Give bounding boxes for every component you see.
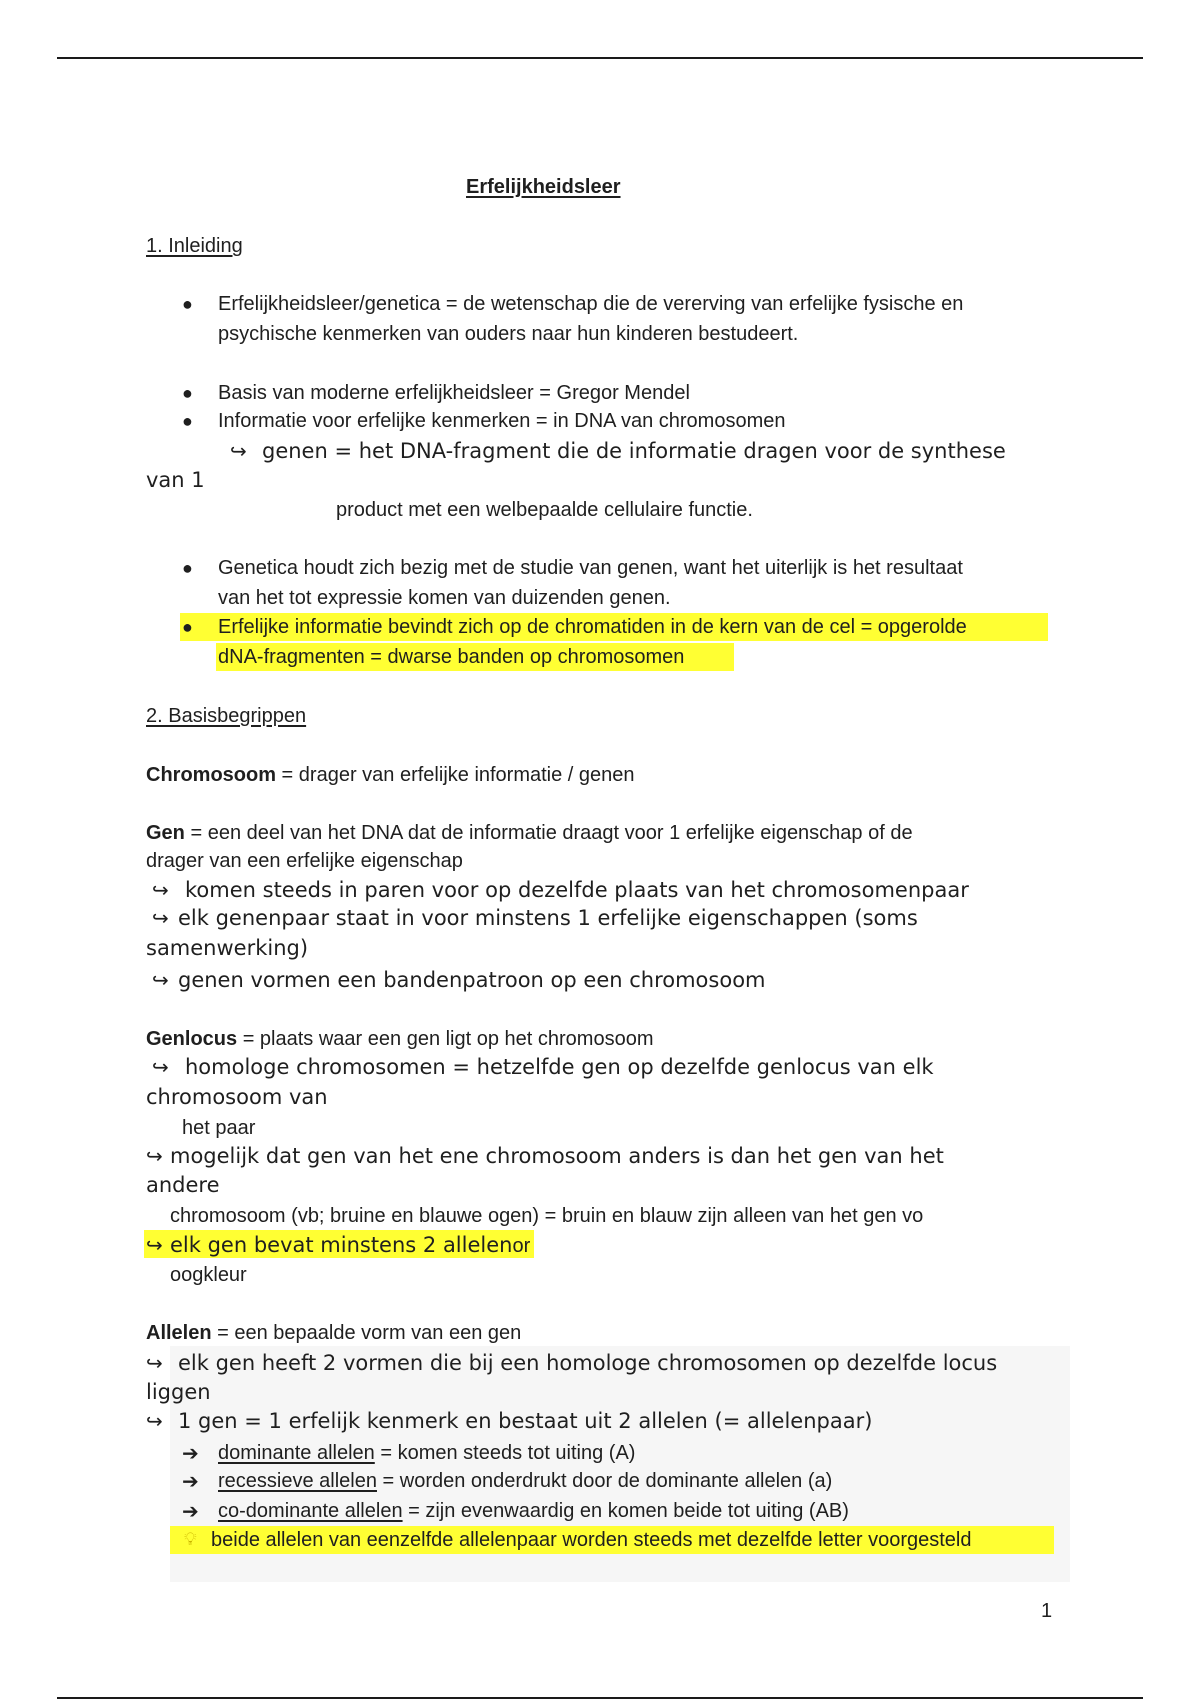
bullet-icon: ●	[182, 383, 193, 403]
section-heading-inleiding: 1. Inleiding	[146, 235, 243, 257]
allele-type-dominant	[218, 1440, 635, 1466]
allele-type-recessive	[218, 1468, 832, 1494]
def-chromosoom: = drager van erfelijke informatie / genen	[276, 764, 635, 786]
intro-bullet-4-line-1: Genetica houdt zich bezig met de studie van genen, want het uiterlijk is het resultaat	[218, 557, 963, 579]
definition-allelen	[146, 1320, 521, 1346]
allelen-note-1-cont: liggen	[146, 1380, 211, 1404]
arrow-icon: ➔	[182, 1469, 199, 1493]
intro-bullet-4-line-2: van het tot expressie komen van duizenden genen.	[218, 587, 671, 609]
term-gen: Gen	[146, 822, 185, 844]
definition-chromosoom	[146, 762, 635, 788]
gen-note-3: genen vormen een bandenpatroon op een chromosoom	[178, 968, 766, 992]
tip-text: beide allelen van eenzelfde allelenpaar worden steeds met dezelfde letter voorgesteld	[211, 1529, 972, 1551]
term-chromosoom: Chromosoom	[146, 764, 276, 786]
top-rule	[57, 57, 1143, 59]
bottom-rule	[57, 1697, 1143, 1699]
genlocus-note-1-cont-2: het paar	[182, 1117, 256, 1139]
section-heading-basisbegrippen: 2. Basisbegrippen	[146, 705, 307, 727]
gen-note-1: komen steeds in paren voor op dezelfde plaats van het chromosomenpaar	[185, 878, 969, 902]
def-dominant: = komen steeds tot uiting (A)	[374, 1442, 636, 1464]
def-gen-line-2: drager van een erfelijke eigenschap	[146, 850, 463, 872]
intro-bullet-5-line-1: Erfelijke informatie bevindt zich op de chromatiden in de kern van de cel = opgerolde	[218, 616, 967, 638]
hook-arrow-icon: ↪	[152, 906, 169, 930]
intro-bullet-1-line-2: psychische kenmerken van ouders naar hun kinderen bestudeert.	[218, 323, 799, 345]
hook-arrow-icon: ↪	[146, 1144, 163, 1168]
allelen-note-1: elk gen heeft 2 vormen die bij een homologe chromosomen op dezelfde locus	[178, 1351, 998, 1375]
def-genlocus: = plaats waar een gen ligt op het chromosoom	[237, 1028, 654, 1050]
def-allelen: = een bepaalde vorm van een gen	[211, 1322, 522, 1344]
term-genlocus: Genlocus	[146, 1028, 238, 1050]
genlocus-note-1: homologe chromosomen = hetzelfde gen op dezelfde genlocus van elk	[185, 1055, 934, 1079]
def-recessive: = worden onderdrukt door de dominante allelen (a)	[376, 1470, 833, 1492]
def-gen-line-1: = een deel van het DNA dat de informatie draagt voor 1 erfelijke eigenschap of de	[184, 822, 913, 844]
genlocus-note-3-text: elk gen bevat minstens 2 allelen	[170, 1233, 513, 1257]
genlocus-note-2: mogelijk dat gen van het ene chromosoom anders is dan het gen van het	[170, 1144, 944, 1168]
def-codominant: = zijn evenwaardig en komen beide tot uiting (AB)	[402, 1500, 849, 1522]
hook-arrow-icon: ↪	[146, 1351, 163, 1375]
intro-bullet-3: Informatie voor erfelijke kenmerken = in DNA van chromosomen	[218, 410, 786, 432]
arrow-icon: ➔	[182, 1499, 199, 1523]
intro-bullet-5-line-2: dNA-fragmenten = dwarse banden op chromosomen	[218, 646, 685, 668]
genlocus-note-3-cont: oogkleur	[170, 1264, 247, 1286]
term-dominant: dominante allelen	[218, 1442, 375, 1464]
page-number: 1	[1041, 1600, 1053, 1622]
hook-arrow-icon: ↪	[152, 1055, 169, 1079]
hook-arrow-icon: ↪	[152, 968, 169, 992]
intro-sub-line-2: van 1	[146, 468, 205, 492]
intro-bullet-2: Basis van moderne erfelijkheidsleer = Gregor Mendel	[218, 382, 690, 404]
allele-type-codominant	[218, 1498, 849, 1524]
gen-note-2-cont: samenwerking)	[146, 936, 309, 960]
hook-arrow-icon: ↪	[146, 1233, 163, 1257]
page-title: Erfelijkheidsleer	[466, 176, 621, 198]
term-allelen: Allelen	[146, 1322, 212, 1344]
arrow-icon: ➔	[182, 1441, 199, 1465]
lightbulb-icon: 💡︎	[184, 1529, 197, 1550]
term-recessive: recessieve allelen	[218, 1470, 377, 1492]
bullet-icon: ●	[182, 558, 193, 578]
definition-genlocus	[146, 1026, 654, 1052]
genlocus-note-2-cont-2: chromosoom (vb; bruine en blauwe ogen) = bruin en blauw zijn alleen van het gen vo	[170, 1205, 924, 1227]
genlocus-note-3-tail: or	[512, 1235, 531, 1257]
hook-arrow-icon: ↪	[152, 878, 169, 902]
bullet-icon: ●	[182, 294, 193, 314]
genlocus-note-3	[170, 1232, 530, 1259]
genlocus-note-1-cont: chromosoom van	[146, 1085, 328, 1109]
hook-arrow-icon: ↪	[230, 439, 247, 463]
bullet-icon: ●	[182, 411, 193, 431]
definition-gen	[146, 820, 913, 846]
bullet-icon: ●	[182, 617, 193, 637]
intro-sub-line-1: genen = het DNA-fragment die de informatie dragen voor de synthese	[262, 439, 1006, 463]
hook-arrow-icon: ↪	[146, 1409, 163, 1433]
intro-bullet-1-line-1: Erfelijkheidsleer/genetica = de wetenschap die de vererving van erfelijke fysische en	[218, 293, 964, 315]
genlocus-note-2-cont: andere	[146, 1173, 220, 1197]
intro-sub-line-3: product met een welbepaalde cellulaire functie.	[336, 499, 753, 521]
gen-note-2: elk genenpaar staat in voor minstens 1 erfelijke eigenschappen (soms	[178, 906, 918, 930]
term-codominant: co-dominante allelen	[218, 1500, 403, 1522]
allelen-note-2: 1 gen = 1 erfelijk kenmerk en bestaat uit 2 allelen (= allelenpaar)	[178, 1409, 873, 1433]
